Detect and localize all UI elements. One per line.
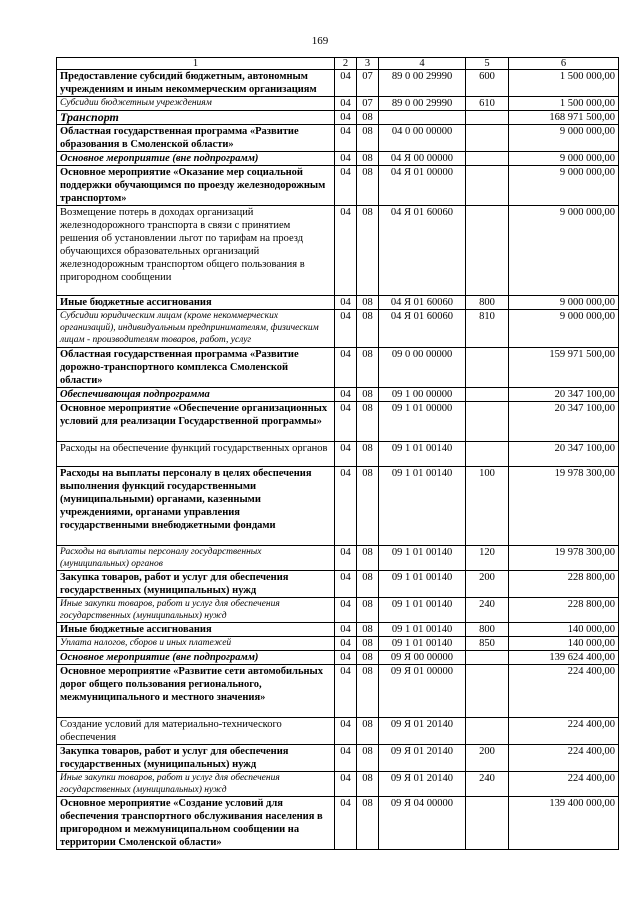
row-expense-type: 610 bbox=[466, 97, 509, 111]
table-row bbox=[57, 402, 619, 442]
row-expense-type: 120 bbox=[466, 546, 509, 571]
row-section-code: 04 bbox=[335, 310, 357, 348]
table-row bbox=[57, 772, 619, 797]
row-section-code: 04 bbox=[335, 152, 357, 166]
row-expense-type bbox=[466, 797, 509, 850]
table-row bbox=[57, 152, 619, 166]
row-name: Предоставление субсидий бюджетным, автономным учреждениям и иным некоммерческим организациям bbox=[57, 70, 335, 97]
table-row bbox=[57, 718, 619, 745]
row-target-article: 04 Я 00 00000 bbox=[379, 152, 466, 166]
row-section-code: 04 bbox=[335, 623, 357, 637]
row-section-code: 04 bbox=[335, 637, 357, 651]
row-subsection-code: 08 bbox=[357, 152, 379, 166]
row-expense-type bbox=[466, 166, 509, 206]
row-section-code: 04 bbox=[335, 467, 357, 546]
table-row bbox=[57, 797, 619, 850]
row-target-article bbox=[379, 111, 466, 125]
row-target-article: 09 1 00 00000 bbox=[379, 388, 466, 402]
row-section-code: 04 bbox=[335, 125, 357, 152]
header-cell-section: 2 bbox=[335, 58, 357, 70]
row-section-code: 04 bbox=[335, 70, 357, 97]
row-amount: 19 978 300,00 bbox=[509, 546, 619, 571]
row-name: Основное мероприятие «Развитие сети автомобильных дорог общего пользования регионального, межмуниципального и местного значения» bbox=[57, 665, 335, 718]
row-subsection-code: 07 bbox=[357, 97, 379, 111]
row-expense-type: 240 bbox=[466, 772, 509, 797]
row-name: Обеспечивающая подпрограмма bbox=[57, 388, 335, 402]
table-row bbox=[57, 166, 619, 206]
row-amount: 159 971 500,00 bbox=[509, 348, 619, 388]
row-target-article: 04 Я 01 60060 bbox=[379, 296, 466, 310]
row-amount: 19 978 300,00 bbox=[509, 467, 619, 546]
table-row bbox=[57, 745, 619, 772]
row-name: Иные закупки товаров, работ и услуг для обеспечения государственных (муниципальных) нужд bbox=[57, 772, 335, 797]
table-row bbox=[57, 571, 619, 598]
table-row bbox=[57, 637, 619, 651]
row-amount: 139 624 400,00 bbox=[509, 651, 619, 665]
row-name: Областная государственная программа «Развитие образования в Смоленской области» bbox=[57, 125, 335, 152]
row-name: Основное мероприятие (вне подпрограмм) bbox=[57, 152, 335, 166]
table-row bbox=[57, 623, 619, 637]
row-expense-type bbox=[466, 718, 509, 745]
row-name: Основное мероприятие «Создание условий для обеспечения транспортного обслуживания населения в пригородном и межмуниципальном сообщении на территории Смоленской области» bbox=[57, 797, 335, 850]
row-amount: 139 400 000,00 bbox=[509, 797, 619, 850]
row-expense-type: 800 bbox=[466, 296, 509, 310]
row-target-article: 89 0 00 29990 bbox=[379, 70, 466, 97]
row-expense-type: 100 bbox=[466, 467, 509, 546]
row-name: Расходы на выплаты персоналу в целях обеспечения выполнения функций государственными (муниципальными) органами, казенными учреждениями, органами управления государственными внебюджетными фондами bbox=[57, 467, 335, 546]
row-subsection-code: 08 bbox=[357, 125, 379, 152]
row-expense-type bbox=[466, 402, 509, 442]
table-row bbox=[57, 97, 619, 111]
row-amount: 9 000 000,00 bbox=[509, 296, 619, 310]
row-subsection-code: 08 bbox=[357, 651, 379, 665]
row-amount: 224 400,00 bbox=[509, 745, 619, 772]
row-name: Субсидии юридическим лицам (кроме некоммерческих организаций), индивидуальным предпринимателям, физическим лицам - производителям товаров, работ, услуг bbox=[57, 310, 335, 348]
row-target-article: 09 1 01 00140 bbox=[379, 442, 466, 467]
row-expense-type: 810 bbox=[466, 310, 509, 348]
row-target-article: 04 Я 01 00000 bbox=[379, 166, 466, 206]
row-target-article: 89 0 00 29990 bbox=[379, 97, 466, 111]
row-name: Закупка товаров, работ и услуг для обеспечения государственных (муниципальных) нужд bbox=[57, 745, 335, 772]
row-target-article: 09 1 01 00140 bbox=[379, 546, 466, 571]
row-subsection-code: 08 bbox=[357, 442, 379, 467]
row-name: Основное мероприятие (вне подпрограмм) bbox=[57, 651, 335, 665]
row-section-code: 04 bbox=[335, 442, 357, 467]
row-expense-type bbox=[466, 388, 509, 402]
row-amount: 9 000 000,00 bbox=[509, 152, 619, 166]
row-target-article: 09 1 01 00140 bbox=[379, 623, 466, 637]
row-expense-type: 850 bbox=[466, 637, 509, 651]
row-section-code: 04 bbox=[335, 665, 357, 718]
row-section-code: 04 bbox=[335, 402, 357, 442]
row-amount: 228 800,00 bbox=[509, 598, 619, 623]
row-expense-type: 200 bbox=[466, 571, 509, 598]
row-subsection-code: 08 bbox=[357, 546, 379, 571]
row-amount: 224 400,00 bbox=[509, 718, 619, 745]
row-subsection-code: 08 bbox=[357, 623, 379, 637]
row-subsection-code: 08 bbox=[357, 745, 379, 772]
row-amount: 20 347 100,00 bbox=[509, 402, 619, 442]
row-subsection-code: 07 bbox=[357, 70, 379, 97]
row-amount: 20 347 100,00 bbox=[509, 442, 619, 467]
row-section-code: 04 bbox=[335, 772, 357, 797]
row-subsection-code: 08 bbox=[357, 206, 379, 296]
row-section-code: 04 bbox=[335, 546, 357, 571]
row-target-article: 09 1 01 00000 bbox=[379, 402, 466, 442]
row-subsection-code: 08 bbox=[357, 665, 379, 718]
row-subsection-code: 08 bbox=[357, 388, 379, 402]
row-name: Расходы на выплаты персоналу государственных (муниципальных) органов bbox=[57, 546, 335, 571]
row-target-article: 09 1 01 00140 bbox=[379, 467, 466, 546]
row-expense-type: 600 bbox=[466, 70, 509, 97]
table-row bbox=[57, 598, 619, 623]
row-expense-type bbox=[466, 125, 509, 152]
row-name: Закупка товаров, работ и услуг для обеспечения государственных (муниципальных) нужд bbox=[57, 571, 335, 598]
row-subsection-code: 08 bbox=[357, 718, 379, 745]
row-subsection-code: 08 bbox=[357, 637, 379, 651]
row-name: Иные бюджетные ассигнования bbox=[57, 296, 335, 310]
row-subsection-code: 08 bbox=[357, 571, 379, 598]
row-name: Расходы на обеспечение функций государственных органов bbox=[57, 442, 335, 467]
row-amount: 20 347 100,00 bbox=[509, 388, 619, 402]
table-row bbox=[57, 651, 619, 665]
row-name: Создание условий для материально-технического обеспечения bbox=[57, 718, 335, 745]
row-section-code: 04 bbox=[335, 598, 357, 623]
row-target-article: 04 Я 01 60060 bbox=[379, 206, 466, 296]
row-section-code: 04 bbox=[335, 348, 357, 388]
row-target-article: 09 Я 01 20140 bbox=[379, 718, 466, 745]
row-subsection-code: 08 bbox=[357, 310, 379, 348]
row-name: Транспорт bbox=[57, 111, 335, 125]
header-cell-target-article: 4 bbox=[379, 58, 466, 70]
table-row bbox=[57, 296, 619, 310]
row-expense-type: 240 bbox=[466, 598, 509, 623]
row-subsection-code: 08 bbox=[357, 111, 379, 125]
row-name: Иные закупки товаров, работ и услуг для обеспечения государственных (муниципальных) нужд bbox=[57, 598, 335, 623]
row-target-article: 09 1 01 00140 bbox=[379, 571, 466, 598]
row-subsection-code: 08 bbox=[357, 467, 379, 546]
row-name: Основное мероприятие «Оказание мер социальной поддержки обучающимся по проезду железнодорожным транспортом» bbox=[57, 166, 335, 206]
row-name: Субсидии бюджетным учреждениям bbox=[57, 97, 335, 111]
row-section-code: 04 bbox=[335, 571, 357, 598]
budget-table-body bbox=[57, 58, 619, 850]
table-row bbox=[57, 111, 619, 125]
row-section-code: 04 bbox=[335, 718, 357, 745]
row-amount: 140 000,00 bbox=[509, 623, 619, 637]
row-subsection-code: 08 bbox=[357, 402, 379, 442]
table-row bbox=[57, 348, 619, 388]
table-row bbox=[57, 665, 619, 718]
row-subsection-code: 08 bbox=[357, 348, 379, 388]
row-subsection-code: 08 bbox=[357, 797, 379, 850]
row-amount: 1 500 000,00 bbox=[509, 97, 619, 111]
row-subsection-code: 08 bbox=[357, 772, 379, 797]
row-expense-type bbox=[466, 206, 509, 296]
row-target-article: 04 0 00 00000 bbox=[379, 125, 466, 152]
row-target-article: 04 Я 01 60060 bbox=[379, 310, 466, 348]
row-expense-type bbox=[466, 111, 509, 125]
table-row bbox=[57, 546, 619, 571]
row-target-article: 09 Я 01 20140 bbox=[379, 772, 466, 797]
header-cell-subsection: 3 bbox=[357, 58, 379, 70]
row-section-code: 04 bbox=[335, 206, 357, 296]
row-section-code: 04 bbox=[335, 745, 357, 772]
row-amount: 224 400,00 bbox=[509, 772, 619, 797]
row-subsection-code: 08 bbox=[357, 166, 379, 206]
row-expense-type bbox=[466, 651, 509, 665]
row-section-code: 04 bbox=[335, 797, 357, 850]
row-section-code: 04 bbox=[335, 111, 357, 125]
header-cell-amount: 6 bbox=[509, 58, 619, 70]
row-amount: 140 000,00 bbox=[509, 637, 619, 651]
row-name: Областная государственная программа «Развитие дорожно-транспортного комплекса Смоленской области» bbox=[57, 348, 335, 388]
row-amount: 9 000 000,00 bbox=[509, 125, 619, 152]
row-amount: 9 000 000,00 bbox=[509, 206, 619, 296]
page-number: 169 bbox=[311, 35, 329, 47]
table-row bbox=[57, 70, 619, 97]
row-expense-type bbox=[466, 665, 509, 718]
table-header-row bbox=[57, 58, 619, 70]
table-row bbox=[57, 206, 619, 296]
row-name: Основное мероприятие «Обеспечение организационных условий для реализации Государственной программы» bbox=[57, 402, 335, 442]
header-cell-expense-type: 5 bbox=[466, 58, 509, 70]
row-target-article: 09 0 00 00000 bbox=[379, 348, 466, 388]
row-target-article: 09 Я 01 20140 bbox=[379, 745, 466, 772]
budget-table bbox=[56, 57, 619, 850]
row-target-article: 09 Я 00 00000 bbox=[379, 651, 466, 665]
row-amount: 1 500 000,00 bbox=[509, 70, 619, 97]
row-amount: 9 000 000,00 bbox=[509, 310, 619, 348]
row-section-code: 04 bbox=[335, 388, 357, 402]
table-row bbox=[57, 442, 619, 467]
table-row bbox=[57, 388, 619, 402]
row-name: Уплата налогов, сборов и иных платежей bbox=[57, 637, 335, 651]
row-target-article: 09 Я 01 00000 bbox=[379, 665, 466, 718]
row-name: Иные бюджетные ассигнования bbox=[57, 623, 335, 637]
row-target-article: 09 1 01 00140 bbox=[379, 637, 466, 651]
row-target-article: 09 Я 04 00000 bbox=[379, 797, 466, 850]
row-target-article: 09 1 01 00140 bbox=[379, 598, 466, 623]
row-section-code: 04 bbox=[335, 296, 357, 310]
row-name: Возмещение потерь в доходах организаций железнодорожного транспорта в связи с принятием решения об установлении льгот по тарифам на проезд обучающихся образовательных организаций железнодорожным транспортом общего пользования в пригородном сообщении bbox=[57, 206, 335, 296]
row-section-code: 04 bbox=[335, 97, 357, 111]
row-expense-type bbox=[466, 442, 509, 467]
row-expense-type: 800 bbox=[466, 623, 509, 637]
row-expense-type bbox=[466, 152, 509, 166]
table-row bbox=[57, 467, 619, 546]
row-amount: 228 800,00 bbox=[509, 571, 619, 598]
table-row bbox=[57, 310, 619, 348]
row-amount: 9 000 000,00 bbox=[509, 166, 619, 206]
header-cell-name: 1 bbox=[57, 58, 335, 70]
row-subsection-code: 08 bbox=[357, 598, 379, 623]
row-amount: 224 400,00 bbox=[509, 665, 619, 718]
table-row bbox=[57, 125, 619, 152]
row-subsection-code: 08 bbox=[357, 296, 379, 310]
row-expense-type: 200 bbox=[466, 745, 509, 772]
row-section-code: 04 bbox=[335, 166, 357, 206]
row-amount: 168 971 500,00 bbox=[509, 111, 619, 125]
row-section-code: 04 bbox=[335, 651, 357, 665]
row-expense-type bbox=[466, 348, 509, 388]
